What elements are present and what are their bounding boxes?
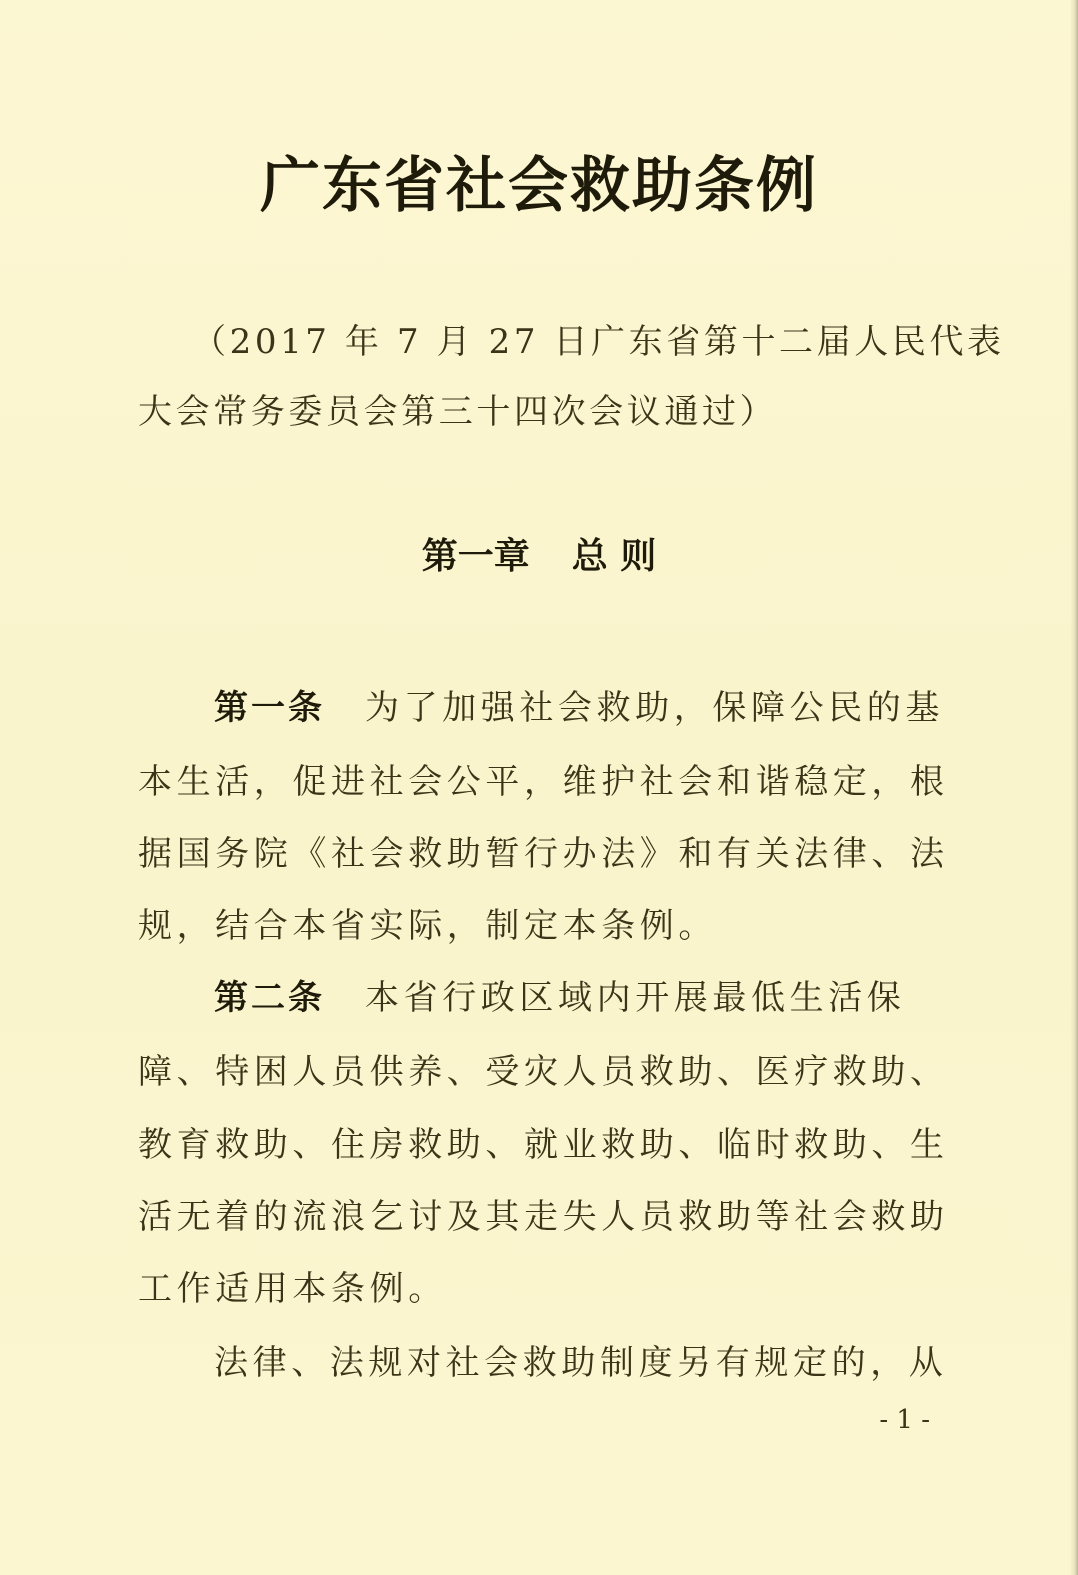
subtitle-line-2: 大会常务委员会第三十四次会议通过） <box>138 392 778 432</box>
article-2-label: 第二条 <box>214 978 325 1018</box>
chapter-number: 第一章 <box>421 535 530 577</box>
page-number: - 1 - <box>879 1405 930 1435</box>
chapter-name: 总 则 <box>571 535 657 577</box>
article-1-line-2: 本生活，促进社会公平，维护社会和谐稳定，根 <box>138 762 949 802</box>
article-1-line-3: 据国务院《社会救助暂行办法》和有关法律、法 <box>138 834 949 874</box>
article-1-first-line <box>214 680 944 729</box>
article-2-first-text: 本省行政区域内开展最低生活保 <box>365 978 906 1018</box>
article-2-first-line <box>214 970 905 1019</box>
article-2-line-2: 障、特困人员供养、受灾人员救助、医疗救助、 <box>138 1052 949 1092</box>
article-2-line-3: 教育救助、住房救助、就业救助、临时救助、生 <box>138 1125 949 1165</box>
page-edge-shadow <box>1070 0 1078 1575</box>
chapter-heading <box>0 528 1078 579</box>
article-2-line-5: 工作适用本条例。 <box>138 1269 447 1309</box>
article-2-line-4: 活无着的流浪乞讨及其走失人员救助等社会救助 <box>138 1197 949 1237</box>
document-title: 广东省社会救助条例 <box>260 151 818 221</box>
article-1-line-4: 规，结合本省实际，制定本条例。 <box>138 906 717 946</box>
article-1-first-text: 为了加强社会救助，保障公民的基 <box>365 688 944 728</box>
article-1-label: 第一条 <box>214 688 325 728</box>
paragraph-3-line-1: 法律、法规对社会救助制度另有规定的，从 <box>214 1343 948 1383</box>
subtitle-line-1: （2017 年 7 月 27 日广东省第十二届人民代表 <box>192 322 1005 362</box>
